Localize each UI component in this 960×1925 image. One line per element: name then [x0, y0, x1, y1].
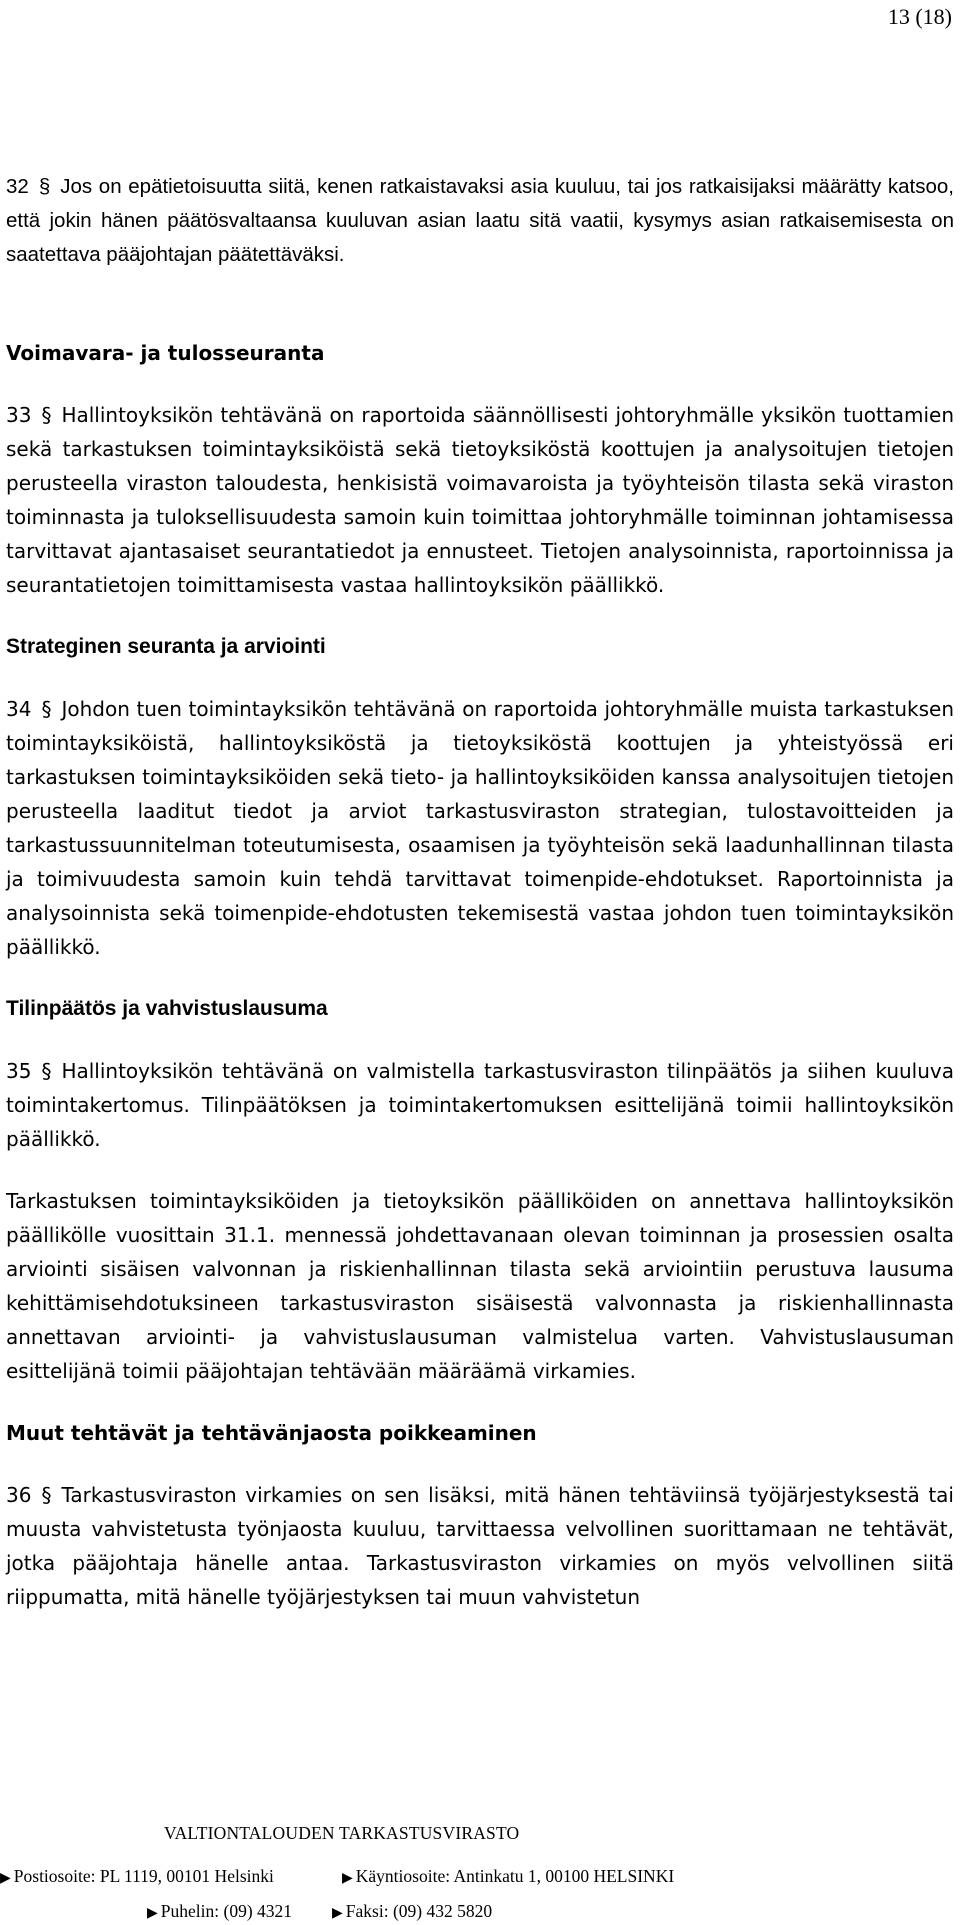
section-number: 33: [6, 403, 32, 427]
heading-muut: Muut tehtävät ja tehtävänjaosta poikkeaminen: [6, 1421, 537, 1445]
section-symbol: §: [41, 403, 52, 427]
heading-tilinpaatos: Tilinpäätös ja vahvistuslausuma: [6, 997, 328, 1020]
section-symbol: §: [41, 697, 52, 721]
section-number: 36: [6, 1483, 32, 1507]
section-36: [6, 1478, 954, 1614]
heading-strateginen: Strateginen seuranta ja arviointi: [6, 635, 326, 658]
pointer-icon: ▶: [147, 1906, 158, 1921]
section-number: 35: [6, 1059, 32, 1083]
section-text: Jos on epätietoisuutta siitä, kenen ratkaistavaksi asia kuuluu, tai jos ratkaisijaksi määrätty katsoo, että jokin hänen päätösvaltaansa kuuluvan asian laatu sitä vaatii, kysymys asian ratkaisemisesta on saatettava pääjohtajan päätettäväksi.: [6, 175, 954, 266]
footer-fax-text: Faksi: (09) 432 5820: [345, 1901, 493, 1921]
section-symbol: §: [38, 175, 51, 198]
section-text: Johdon tuen toimintayksikön tehtävänä on raportoida johtoryhmälle muista tarkastuksen toimintayksiköistä, hallintoyksiköstä ja tietoyksiköstä koottujen ja yhteistyössä eri tarkastuksen toimintayksiköiden sekä tieto- ja hallintoyksiköiden kanssa analysoitujen tietojen perusteella laaditut tiedot ja arviot tarkastusviraston strategian, tulostavoitteiden ja tarkastussuunnitelman toteutumisesta, osaamisen ja työyhteisön sekä laadunhallinnan tilasta ja toimivuudesta samoin kuin tehdä tarvittavat toimenpide-ehdotukset. Raportoinnista ja analysoinnista sekä toimenpide-ehdotusten tekemisestä vastaa johdon tuen toimintayksikön päällikkö.: [6, 697, 954, 959]
section-35: [6, 1054, 954, 1156]
section-33: [6, 398, 954, 602]
section-35-paragraph-2: Tarkastuksen toimintayksiköiden ja tietoyksikön päälliköiden on annettava hallintoyksikön päällikölle vuosittain 31.1. mennessä johdettavanaan olevan toiminnan ja prosessien osalta arviointi sisäisen valvonnan ja riskienhallinnan tilasta sekä arviointiin perustuva lausuma kehittämisehdotuksineen tarkastusviraston sisäisestä valvonnasta ja riskienhallinnasta annettavan arviointi- ja vahvistuslausuman valmistelua varten. Vahvistuslausuman esittelijänä toimii pääjohtajan tehtävään määräämä virkamies.: [6, 1189, 954, 1383]
pointer-icon: ▶: [332, 1906, 343, 1921]
section-34: [6, 692, 954, 964]
section-32: [6, 170, 954, 272]
document-body: [6, 170, 954, 1614]
footer-postal-text: Postiosoite: PL 1119, 00101 Helsinki: [13, 1866, 274, 1886]
section-text: Tarkastusviraston virkamies on sen lisäksi, mitä hänen tehtäviinsä työjärjestyksestä tai muusta vahvistetusta työnjaosta kuuluu, tarvittaessa velvollinen suorittamaan ne tehtävät, jotka pääjohtaja hänelle antaa. Tarkastusviraston virkamies on myös velvollinen siitä riippumatta, mitä hänelle työjärjestyksen tai muun vahvistetun: [6, 1483, 954, 1609]
section-symbol: §: [41, 1059, 52, 1083]
footer-postal-address: [0, 1866, 274, 1887]
footer-phone-text: Puhelin: (09) 4321: [160, 1901, 293, 1921]
page-number: 13 (18): [887, 4, 952, 29]
section-number: 34: [6, 697, 32, 721]
heading-voimavara: Voimavara- ja tulosseuranta: [6, 341, 325, 365]
footer-fax: [332, 1901, 492, 1922]
pointer-icon: ▶: [0, 1871, 11, 1886]
section-text: Hallintoyksikön tehtävänä on raportoida säännöllisesti johtoryhmälle yksikön tuottamien sekä tarkastuksen toimintayksiköistä sekä tietoyksiköstä koottujen ja analysoitujen tietojen perusteella viraston taloudesta, henkisistä voimavaroista ja työyhteisön tilasta sekä viraston toiminnasta ja tuloksellisuudesta samoin kuin toimittaa johtoryhmälle toiminnan johtamisessa tarvittavat ajantasaiset seurantatiedot ja ennusteet. Tietojen analysoinnista, raportoinnissa ja seurantatietojen toimittamisesta vastaa hallintoyksikön päällikkö.: [6, 403, 954, 597]
pointer-icon: ▶: [342, 1871, 353, 1886]
footer-visiting-text: Käyntiosoite: Antinkatu 1, 00100 HELSINKI: [355, 1866, 675, 1886]
footer-phone: [147, 1901, 292, 1922]
section-text: Hallintoyksikön tehtävänä on valmistella tarkastusviraston tilinpäätös ja siihen kuuluva toimintakertomus. Tilinpäätöksen ja toimintakertomuksen esittelijänä toimii hallintoyksikön päällikkö.: [6, 1059, 954, 1151]
footer-visiting-address: [342, 1866, 674, 1887]
section-symbol: §: [41, 1483, 52, 1507]
footer-organization: VALTIONTALOUDEN TARKASTUSVIRASTO: [164, 1823, 520, 1843]
section-number: 32: [6, 175, 29, 198]
